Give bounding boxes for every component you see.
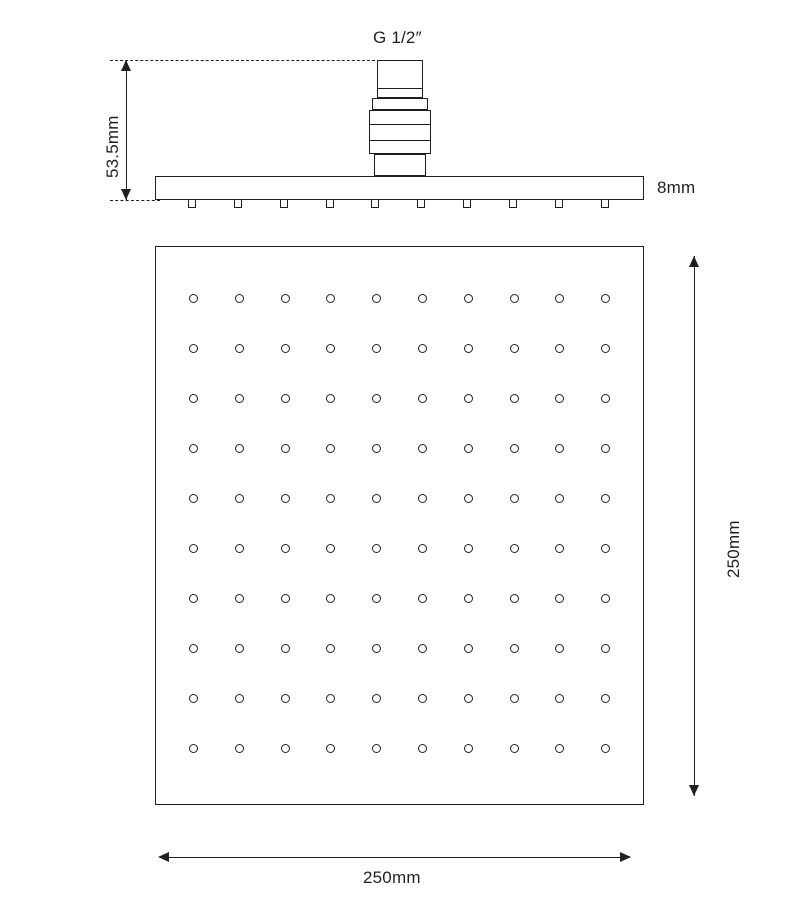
- nozzle-hole: [418, 694, 427, 703]
- nozzle-hole: [235, 694, 244, 703]
- extension-line-top: [110, 60, 380, 61]
- connector-neck: [374, 154, 426, 176]
- arrow-down-icon: [689, 785, 699, 796]
- dimension-line-face-width: [160, 857, 630, 858]
- nozzle-tooth: [326, 200, 334, 208]
- nozzle-tooth: [188, 200, 196, 208]
- nozzle-hole: [189, 344, 198, 353]
- arrow-right-icon: [620, 852, 631, 862]
- nozzle-tooth: [509, 200, 517, 208]
- nozzle-hole: [281, 394, 290, 403]
- nozzle-tooth: [280, 200, 288, 208]
- nozzle-hole: [510, 544, 519, 553]
- nozzle-hole: [464, 444, 473, 453]
- extension-line-bottom: [110, 200, 160, 201]
- shower-face-plate: [155, 246, 644, 805]
- nozzle-hole: [464, 644, 473, 653]
- nozzle-hole: [464, 744, 473, 753]
- nozzle-hole: [189, 394, 198, 403]
- ball-joint-body: [369, 110, 431, 154]
- nozzle-hole: [189, 694, 198, 703]
- dimension-line-arm-height: [126, 60, 127, 200]
- arrow-left-icon: [158, 852, 169, 862]
- nozzle-hole: [235, 394, 244, 403]
- nozzle-hole: [418, 394, 427, 403]
- nozzle-hole: [189, 744, 198, 753]
- nozzle-hole: [235, 494, 244, 503]
- shower-plate-side-view: [155, 176, 644, 200]
- nozzle-hole: [235, 444, 244, 453]
- nozzle-hole: [510, 394, 519, 403]
- nozzle-hole: [189, 444, 198, 453]
- nozzle-hole: [235, 344, 244, 353]
- nozzle-hole: [189, 494, 198, 503]
- arm-height-label: 53.5mm: [103, 115, 122, 178]
- thread-connector-top: [377, 60, 423, 98]
- nozzle-hole: [281, 744, 290, 753]
- ball-joint-line-2: [369, 140, 431, 141]
- nozzle-tooth: [555, 200, 563, 208]
- face-width-label: 250mm: [363, 868, 421, 887]
- nozzle-hole: [235, 294, 244, 303]
- arrow-down-icon: [121, 189, 131, 200]
- face-height-label: 250mm: [724, 520, 743, 578]
- thread-connector-divider: [377, 88, 423, 89]
- nozzle-tooth: [417, 200, 425, 208]
- nozzle-hole: [418, 744, 427, 753]
- nozzle-hole: [464, 344, 473, 353]
- nozzle-hole: [418, 544, 427, 553]
- arrow-up-icon: [689, 256, 699, 267]
- nozzle-hole: [281, 444, 290, 453]
- nozzle-hole: [510, 694, 519, 703]
- nozzle-hole: [189, 594, 198, 603]
- nozzle-hole: [510, 294, 519, 303]
- nozzle-hole: [189, 544, 198, 553]
- ball-joint-line-1: [369, 124, 431, 125]
- nozzle-hole: [418, 594, 427, 603]
- nozzle-hole: [281, 544, 290, 553]
- nozzle-tooth: [463, 200, 471, 208]
- nozzle-hole: [189, 644, 198, 653]
- nozzle-hole: [235, 594, 244, 603]
- nozzle-hole: [235, 544, 244, 553]
- nozzle-hole: [510, 594, 519, 603]
- nozzle-hole: [281, 694, 290, 703]
- nozzle-hole: [189, 294, 198, 303]
- nozzle-hole: [464, 294, 473, 303]
- nozzle-hole: [281, 644, 290, 653]
- nozzle-hole: [281, 294, 290, 303]
- nozzle-hole: [418, 444, 427, 453]
- plate-thickness-label: 8mm: [657, 178, 696, 197]
- nozzle-hole: [418, 644, 427, 653]
- nozzle-hole: [281, 344, 290, 353]
- thread-size-label: G 1/2″: [373, 28, 422, 47]
- nozzle-hole: [235, 744, 244, 753]
- nozzle-hole: [418, 294, 427, 303]
- nozzle-hole: [235, 644, 244, 653]
- nozzle-hole: [464, 594, 473, 603]
- nozzle-hole: [281, 494, 290, 503]
- nozzle-hole: [510, 494, 519, 503]
- nozzle-hole: [281, 594, 290, 603]
- nozzle-hole: [464, 494, 473, 503]
- nozzle-hole: [510, 444, 519, 453]
- nozzle-hole: [510, 744, 519, 753]
- nozzle-tooth: [234, 200, 242, 208]
- nozzle-tooth: [601, 200, 609, 208]
- nozzle-hole: [510, 344, 519, 353]
- dimension-line-face-height: [694, 256, 695, 796]
- nozzle-hole: [464, 544, 473, 553]
- connector-collar: [372, 98, 428, 110]
- nozzle-hole: [510, 644, 519, 653]
- nozzle-tooth: [371, 200, 379, 208]
- nozzle-hole: [464, 394, 473, 403]
- nozzle-hole: [418, 344, 427, 353]
- nozzle-hole: [464, 694, 473, 703]
- nozzle-hole: [418, 494, 427, 503]
- arrow-up-icon: [121, 60, 131, 71]
